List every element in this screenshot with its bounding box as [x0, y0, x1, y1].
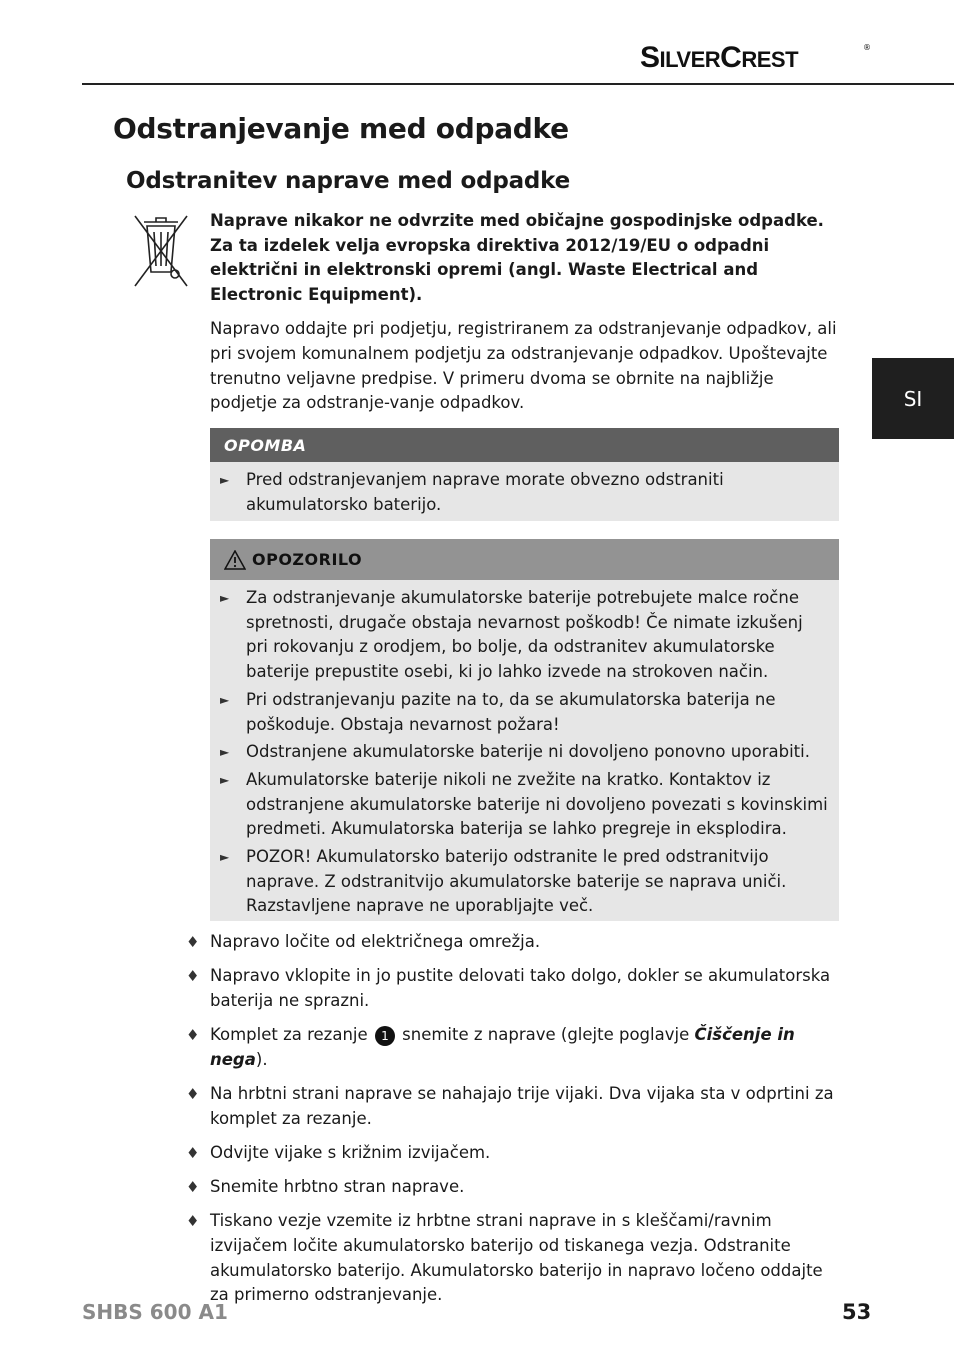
diamond-bullet-icon: ♦ — [186, 1212, 200, 1231]
diamond-bullet-icon: ♦ — [186, 933, 200, 951]
step-item — [186, 1209, 846, 1308]
weee-bin-icon — [132, 210, 190, 288]
diamond-bullet-icon: ♦ — [186, 1085, 200, 1104]
triangle-bullet-icon: ► — [220, 850, 230, 865]
silvercrest-logo — [640, 36, 880, 76]
step-item — [186, 964, 846, 1013]
triangle-bullet-icon: ► — [220, 473, 230, 487]
page-number: 53 — [842, 1300, 872, 1324]
step-text: Napravo ločite od električnega omrežja. — [210, 932, 541, 951]
registered-mark: ® — [863, 43, 871, 52]
diamond-bullet-icon: ♦ — [186, 1143, 200, 1162]
note-box — [210, 428, 839, 521]
note-list — [210, 462, 839, 517]
step-text: Na hrbtni strani naprave se nahajajo trije vijaki. Dva vijaka sta v odprtini za komplet za rezanje. — [210, 1084, 834, 1128]
step-item — [186, 1023, 846, 1072]
disposal-instructions: Napravo oddajte pri podjetju, registriranem za odstranjevanje odpadkov, ali pri svojem komunalnem podjetju za odstranjevanje odpadkov. Upoštevajte trenutno veljavne predpise. V primeru dvoma se obrnite na najbližje podjetje za odstranje-vanje odpadkov. — [210, 319, 837, 413]
warning-item — [220, 740, 829, 765]
section-heading: Odstranitev naprave med odpadke — [126, 168, 571, 194]
warning-item-text: Pri odstranjevanju pazite na to, da se akumulatorska baterija ne poškoduje. Obstaja nevarnost požara! — [246, 689, 776, 734]
triangle-bullet-icon: ► — [220, 772, 230, 787]
note-heading: OPOMBA — [210, 428, 839, 462]
step-text: Odvijte vijake s križnim izvijačem. — [210, 1142, 491, 1162]
step-text: Komplet za rezanje — [210, 1025, 368, 1045]
step-item — [186, 1141, 846, 1166]
warning-item — [220, 688, 829, 737]
step-text: Tiskano vezje vzemite iz hrbtne strani naprave in s kleščami/ravnim izvijačem ločite akumulatorsko baterijo od tiskanega vezja. Odstranite akumulatorsko baterijo. Akumulatorsko baterijo in napravo ločeno oddajte za primerno odstranjevanje. — [210, 1211, 823, 1305]
language-tab: SI — [872, 358, 954, 439]
step-item — [186, 1082, 846, 1131]
step-text: ). — [255, 1049, 268, 1069]
step-text: Snemite hrbtno stran naprave. — [210, 1177, 465, 1197]
warning-item — [220, 768, 829, 842]
footer-model: SHBS 600 A1 — [82, 1300, 228, 1324]
warning-item-text: Akumulatorske baterije nikoli ne zvežite na kratko. Kontaktov iz odstranjene akumulatorske baterije ni dovoljeno povezati s kovinskimi predmeti. Akumulatorska baterija se lahko pregreje in eksplodira. — [246, 769, 828, 839]
chapter-reference: Čiščenje in nega — [210, 1025, 795, 1069]
warning-item — [220, 586, 829, 685]
warning-item — [220, 845, 829, 919]
step-text: Napravo vklopite in jo pustite delovati tako dolgo, dokler se akumulatorska baterija ne sprazni. — [210, 966, 831, 1010]
svg-text:SILVERCREST: SILVERCREST — [640, 41, 799, 74]
warning-item-text: Za odstranjevanje akumulatorske baterije potrebujete malce ročne spretnosti, drugače obstaja nevarnost poškodb! Če nimate izkušenj pri rokovanju z orodjem, bo bolje, da odstranitev akumulatorske baterije prepustite osebi, ki jo lahko izvede na strokoven način. — [246, 588, 803, 682]
warning-header — [210, 539, 839, 580]
triangle-bullet-icon: ► — [220, 692, 230, 707]
warning-list — [210, 580, 839, 919]
step-item — [186, 1175, 846, 1200]
diamond-bullet-icon: ♦ — [186, 967, 200, 986]
note-item — [220, 468, 829, 517]
page-title: Odstranjevanje med odpadke — [113, 112, 569, 145]
triangle-bullet-icon: ► — [220, 591, 230, 605]
triangle-bullet-icon: ► — [220, 745, 230, 760]
warning-heading: OPOZORILO — [252, 550, 363, 569]
header-rule — [82, 83, 954, 85]
diamond-bullet-icon: ♦ — [186, 1026, 200, 1045]
diamond-bullet-icon: ♦ — [186, 1178, 200, 1197]
step-item — [186, 930, 846, 955]
warning-item-text: POZOR! Akumulatorsko baterijo odstranite le pred odstranitvijo naprave. Z odstranitvijo akumulatorske baterije se naprava uniči. Razstavljene naprave ne uporabljajte več. — [246, 847, 787, 916]
disposal-warning-bold: Naprave nikakor ne odvrzite med običajne gospodinjske odpadke. Za ta izdelek velja evropska direktiva 2012/19/EU o odpadni električni in elektronski opremi (angl. Waste Electrical and Electronic Equipment). — [210, 211, 824, 305]
note-item-text: Pred odstranjevanjem naprave morate obvezno odstraniti akumulatorsko baterijo. — [246, 470, 724, 514]
warning-triangle-icon — [224, 550, 246, 570]
disposal-steps — [186, 930, 846, 1318]
warning-item-text: Odstranjene akumulatorske baterije ni dovoljeno ponovno uporabiti. — [246, 742, 810, 762]
step-text: snemite z naprave (glejte poglavje — [402, 1025, 690, 1045]
part-number-badge: 1 — [375, 1026, 395, 1046]
warning-box — [210, 539, 839, 921]
